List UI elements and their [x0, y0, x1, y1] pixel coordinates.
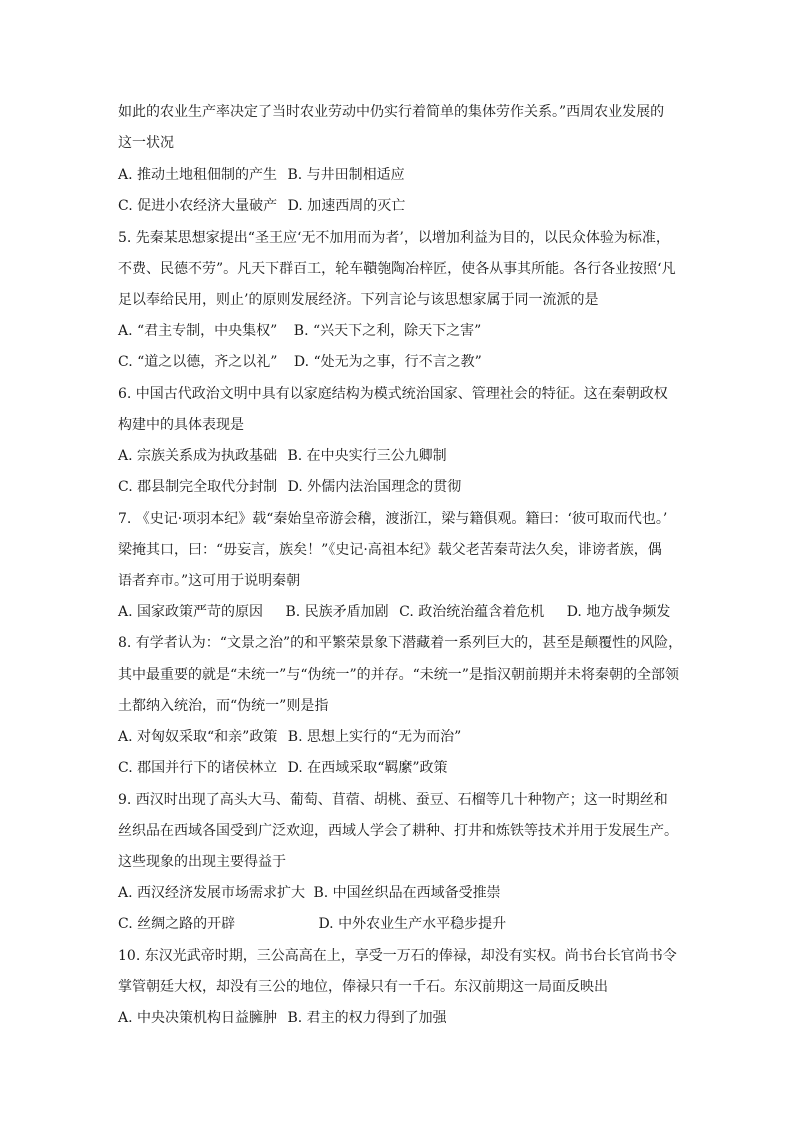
q7-stem-line-2: 梁掩其口，曰：“毋妄言，族矣！”《史记·高祖本纪》载父老苦秦苛法久矣，诽谤者族，偶	[118, 542, 662, 558]
q5-option-c: C. “道之以德，齐之以礼”	[118, 354, 278, 370]
q4-stem-line-2: 这一状况	[118, 135, 174, 151]
q5-option-a: A. “君主专制，中央集权”	[118, 323, 278, 339]
q5-options-row-1	[118, 321, 481, 341]
q6-stem-line-1: 6. 中国古代政治文明中具有以家庭结构为模式统治国家、管理社会的特征。这在秦朝政权	[118, 386, 668, 402]
q9-options-row-2	[118, 914, 506, 934]
q4-stem-line-1: 如此的农业生产率决定了当时农业劳动中仍实行着简单的集体劳作关系。”西周农业发展的	[118, 104, 665, 120]
q9-option-b: B. 中国丝织品在西域备受推崇	[313, 885, 501, 901]
q4-option-a: A. 推动土地租佃制的产生	[118, 167, 278, 183]
q6-option-c: C. 郡县制完全取代分封制	[118, 479, 278, 495]
q9-option-d: D. 中外农业生产水平稳步提升	[318, 916, 507, 932]
q5-option-d: D. “处无为之事，行不言之教”	[293, 354, 482, 370]
q7-options-row	[118, 602, 670, 622]
q6-options-row-2	[118, 477, 461, 497]
q9-stem-line-1: 9. 西汉时出现了高头大马、葡萄、苜蓿、胡桃、蚕豆、石榴等几十种物产；这一时期丝和	[118, 792, 668, 808]
q8-options-row-2	[118, 758, 448, 778]
q10-stem-line-2: 掌管朝廷大权，却没有三公的地位，俸禄只有一千石。东汉前期这一局面反映出	[118, 979, 608, 995]
q8-stem-line-2: 其中最重要的就是“未统一”与“伪统一”的并存。“未统一”是指汉朝前期并未将秦朝的全部领	[118, 667, 679, 683]
q7-stem-line-1: 7. 《史记·项羽本纪》载“秦始皇帝游会稽，渡浙江，梁与籍俱观。籍曰：‘彼可取而代也。’	[118, 511, 668, 527]
q5-stem-line-3: 足以奉给民用，则止’的原则发展经济。下列言论与该思想家属于同一流派的是	[118, 292, 599, 308]
q8-option-b: B. 思想上实行的“无为而治”	[287, 729, 462, 745]
q6-option-b: B. 在中央实行三公九卿制	[287, 448, 447, 464]
q7-stem-line-3: 语者弃市。”这可用于说明秦朝	[118, 573, 301, 589]
q5-stem-line-2: 不费、民德不劳”。凡天下群百工，轮车鞼匏陶冶梓匠，使各从事其所能。各行各业按照‘凡	[118, 261, 676, 277]
q8-stem-line-3: 土都纳入统治，而“伪统一”则是指	[118, 698, 329, 714]
q4-option-c: C. 促进小农经济大量破产	[118, 198, 278, 214]
q6-option-a: A. 宗族关系成为执政基础	[118, 448, 278, 464]
q9-stem-line-2: 丝织品在西域各国受到广泛欢迎，西域人学会了耕种、打井和炼铁等技术并用于发展生产。	[118, 823, 678, 839]
q9-options-row-1	[118, 883, 501, 903]
q8-option-a: A. 对匈奴采取“和亲”政策	[118, 729, 278, 745]
q4-options-row-1	[118, 165, 405, 185]
q9-stem-line-3: 这些现象的出现主要得益于	[118, 854, 286, 870]
q7-option-c: C. 政治统治蕴含着危机	[399, 604, 545, 620]
q9-option-c: C. 丝绸之路的开辟	[118, 916, 236, 932]
q6-options-row-1	[118, 446, 447, 466]
q4-options-row-2	[118, 196, 405, 216]
q5-stem-line-1: 5. 先秦某思想家提出“圣王应‘无不加用而为者’，以增加利益为目的，以民众体验为标准，	[118, 230, 670, 246]
q9-option-a: A. 西汉经济发展市场需求扩大	[118, 885, 306, 901]
q8-options-row-1	[118, 727, 461, 747]
q10-option-b: B. 君主的权力得到了加强	[287, 1010, 447, 1026]
q7-option-a: A. 国家政策严苛的原因	[118, 604, 264, 620]
q7-option-b: B. 民族矛盾加剧	[285, 604, 389, 620]
q4-option-b: B. 与井田制相适应	[287, 167, 405, 183]
q8-stem-line-1: 8. 有学者认为：“文景之治”的和平繁荣景象下潜藏着一系列巨大的，甚至是颠覆性的风险，	[118, 635, 683, 651]
q7-option-d: D. 地方战争频发	[566, 604, 671, 620]
q8-option-c: C. 郡国并行下的诸侯林立	[118, 760, 278, 776]
q6-option-d: D. 外儒内法治国理念的贯彻	[287, 479, 462, 495]
q5-options-row-2	[118, 352, 482, 372]
q4-option-d: D. 加速西周的灭亡	[287, 198, 406, 214]
q10-options-row-1	[118, 1008, 447, 1028]
q10-option-a: A. 中央决策机构日益臃肿	[118, 1010, 278, 1026]
q8-option-d: D. 在西域采取“羁縻”政策	[287, 760, 448, 776]
q6-stem-line-2: 构建中的具体表现是	[118, 417, 244, 433]
q10-stem-line-1: 10. 东汉光武帝时期，三公高高在上，享受一万石的俸禄，却没有实权。尚书台长官尚书令	[118, 948, 677, 964]
q5-option-b: B. “兴天下之利，除天下之害”	[293, 323, 482, 339]
